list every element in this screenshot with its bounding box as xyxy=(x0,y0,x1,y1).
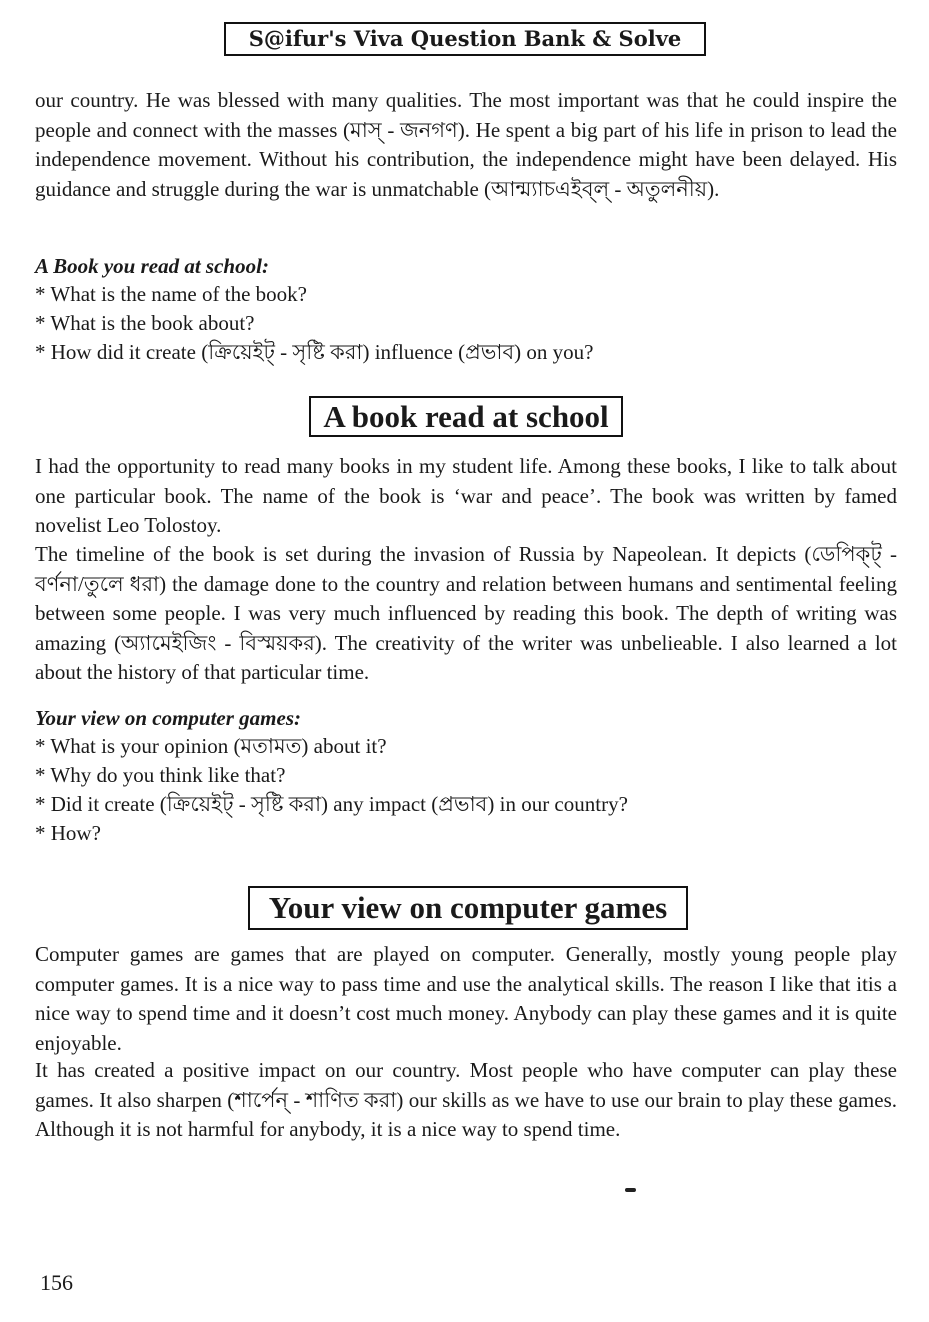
question-item: * How did it create (ক্রিয়েইট্ - সৃষ্টি করা) influence (প্রভাব) on you? xyxy=(35,340,594,364)
page-header-title: S@ifur's Viva Question Bank & Solve xyxy=(224,22,706,56)
intro-paragraph: our country. He was blessed with many qualities. The most important was that he could inspire the people and connect with the masses (মাস্ - জনগণ). He spent a big part of his life in prison to lead the independence movement. Without his contribution, the independence might have been delayed. His guidance and struggle during the war is unmatchable (আন্ম্যাচএইব্‌ল্ - অতুলনীয়). xyxy=(35,88,897,201)
question-item: * What is the book about? xyxy=(35,311,255,335)
cue-card-questions-book xyxy=(35,280,594,367)
cue-card-heading-book: A Book you read at school: xyxy=(35,254,269,278)
question-item: * What is the name of the book? xyxy=(35,282,307,306)
question-item: * Why do you think like that? xyxy=(35,763,286,787)
question-item: * Did it create (ক্রিয়েইট্ - সৃষ্টি করা) any impact (প্রভাব) in our country? xyxy=(35,792,628,816)
section-title-games: Your view on computer games xyxy=(248,886,688,930)
question-item: * What is your opinion (মতামত) about it? xyxy=(35,734,387,758)
question-item: * How? xyxy=(35,821,101,845)
book-paragraph-1: I had the opportunity to read many books in my student life. Among these books, I like to talk about one particular book. The name of the book is ‘war and peace’. The book was written by famed novelist Leo Tolostoy. xyxy=(35,454,897,537)
cue-card-heading-games: Your view on computer games: xyxy=(35,706,301,730)
section-title-book: A book read at school xyxy=(309,396,623,437)
book-paragraph-2: The timeline of the book is set during the invasion of Russia by Napeolean. It depicts (ডেপিক্ট্ - বর্ণনা/তুলে ধরা) the damage done to the country and relation between humans and sentimental feeling between some people. I was very much influenced by reading this book. The depth of writing was amazing (অ্যামেইজিং - বিস্ময়কর). The creativity of the writer was unbelieable. I also learned a lot about the history of that particular time. xyxy=(35,542,897,684)
page-number: 156 xyxy=(40,1270,73,1295)
cue-card-questions-games xyxy=(35,732,628,848)
games-paragraph-2: It has created a positive impact on our country. Most people who have computer can play these games. It also sharpen (শার্পেন্ - শাণিত করা) our skills as we have to use our brain to play these games. Although it is not harmful for anybody, it is a nice way to spend time. xyxy=(35,1058,897,1141)
scan-mark xyxy=(625,1188,636,1192)
games-paragraph-1: Computer games are games that are played on computer. Generally, mostly young people play computer games. It is a nice way to pass time and use the analytical skills. The reason I like that itis a nice way to spend time and it doesn’t cost much money. Anybody can play these games and it is quite enjoyable. xyxy=(35,942,897,1055)
